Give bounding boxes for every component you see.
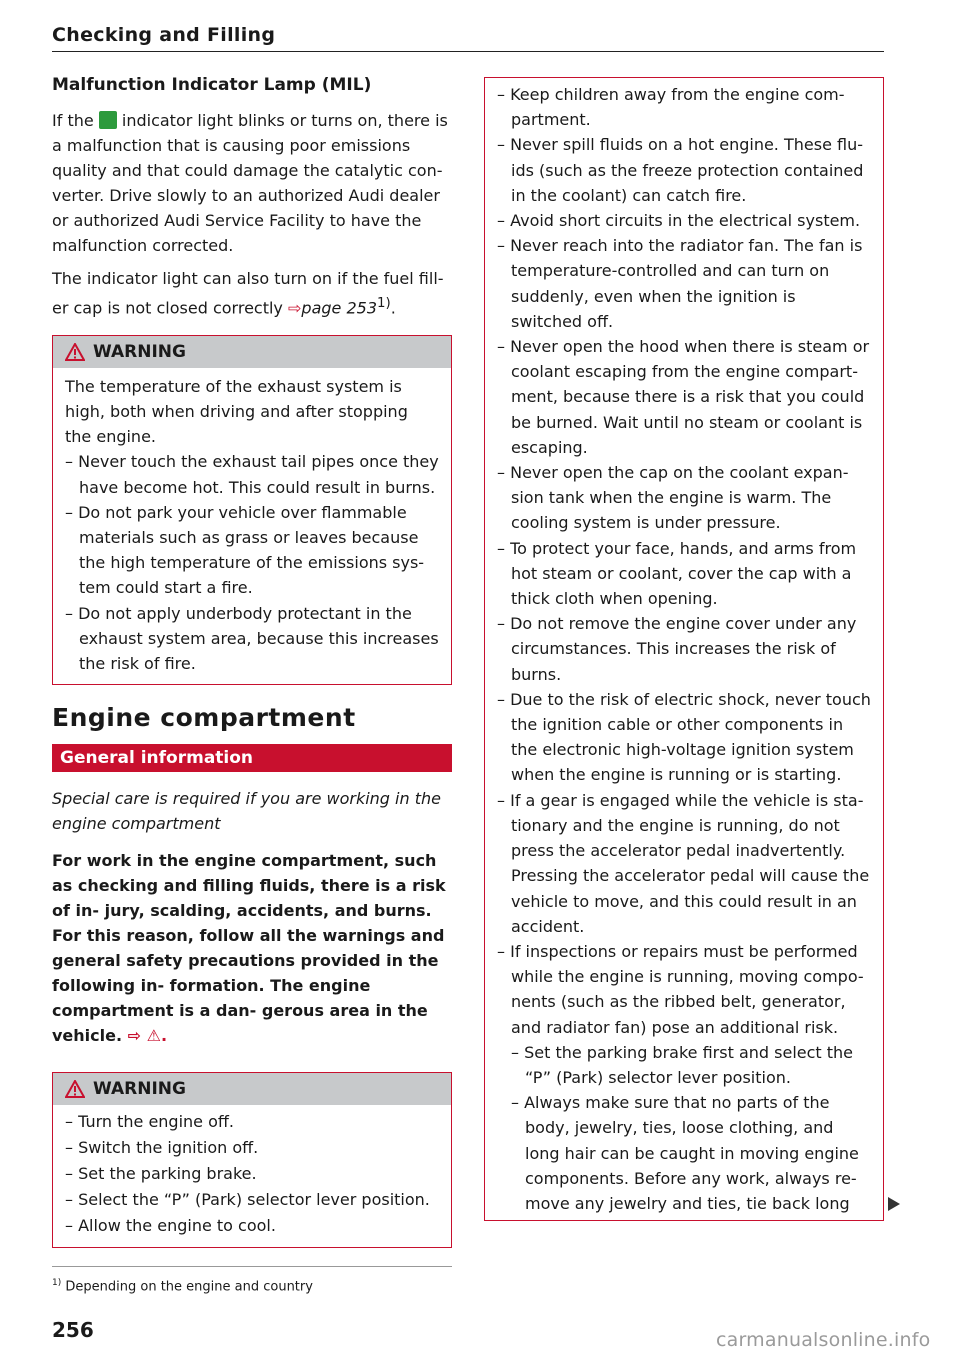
warning-sub-list	[497, 1040, 871, 1216]
list-item: – Select the “P” (Park) selector lever position.	[65, 1187, 439, 1213]
footnote-ref[interactable]: 1)	[377, 296, 391, 311]
page-number: 256	[52, 1318, 94, 1342]
list-item: – To protect your face, hands, and arms from hot steam or coolant, cover the cap with a thick cloth when opening.	[497, 536, 871, 612]
list-item: – Never spill fluids on a hot engine. These flu- ids (such as the freeze protection contained in the coolant) can catch fire.	[497, 132, 871, 208]
mil-heading: Malfunction Indicator Lamp (MIL)	[52, 75, 372, 95]
continued-arrow-icon	[888, 1197, 900, 1211]
list-item: – Always make sure that no parts of the body, jewelry, ties, loose clothing, and long hair can be caught in moving engine components. Before any work, always re- move any jewelry and ties, tie back long	[511, 1090, 871, 1216]
warning-reference-link[interactable]: ⇨ ⚠.	[127, 1026, 168, 1046]
warning-continued-box	[484, 77, 884, 1221]
subsection-title-general-information: General information	[52, 744, 452, 772]
warning-label: WARNING	[93, 1079, 186, 1100]
warning-list	[65, 1109, 439, 1239]
page-reference-link[interactable]: page 253	[301, 298, 377, 318]
warning-list	[65, 449, 439, 676]
list-item: – Never touch the exhaust tail pipes once they have become hot. This could result in burns.	[65, 449, 439, 499]
footnote	[52, 1278, 313, 1294]
footnote-mark: 1)	[52, 1278, 62, 1288]
warning-list-continued	[497, 82, 871, 1040]
header-rule	[52, 51, 884, 52]
right-column	[484, 77, 884, 1221]
list-item: – Do not apply underbody protectant in the exhaust system area, because this increases the risk of fire.	[65, 601, 439, 677]
list-item: – If inspections or repairs must be performed while the engine is running, moving compo- nents (such as the ribbed belt, generator, and radiator fan) pose an additional risk.	[497, 939, 871, 1040]
list-item: – Due to the risk of electric shock, never touch the ignition cable or other components in the electronic high-voltage ignition system when the engine is running or is starting.	[497, 687, 871, 788]
list-item: – Allow the engine to cool.	[65, 1213, 439, 1239]
warning-intro: The temperature of the exhaust system is high, both when driving and after stopping the engine.	[65, 377, 408, 447]
footnote-rule	[52, 1266, 452, 1267]
warning-triangle-icon	[65, 343, 85, 361]
warning-header	[53, 336, 451, 368]
xref-arrow-icon: ⇨	[288, 298, 302, 318]
list-item: – Avoid short circuits in the electrical system.	[497, 208, 871, 233]
list-item: – If a gear is engaged while the vehicle is sta- tionary and the engine is running, do not press the accelerator pedal inadvertently. Pressing the accelerator pedal will cause the vehicle to move, and this could result in an accident.	[497, 788, 871, 939]
warning-body	[53, 368, 451, 676]
mil-paragraph-1: If the indicator light blinks or turns on, there is a malfunction that is causing poor emissions quality and that could damage the catalytic con- verter. Drive slowly to an authorized Audi dealer or authorized Audi Service Facility to have the malfunction corrected.	[52, 111, 448, 255]
list-item: – Switch the ignition off.	[65, 1135, 439, 1161]
list-item: – Never reach into the radiator fan. The fan is temperature-controlled and can turn on suddenly, even when the ignition is switched off.	[497, 233, 871, 334]
warning-triangle-icon	[65, 1080, 85, 1098]
section-intro: Special care is required if you are working in the engine compartment	[52, 789, 441, 834]
mil-paragraph-2: The indicator light can also turn on if the fuel fill- er cap is not closed correctly ⇨page 253$^{1)}$.	[52, 269, 444, 318]
warning-label: WARNING	[93, 342, 186, 363]
list-item: – Never open the hood when there is steam or coolant escaping from the engine compart- ment, because there is a risk that you could be burned. Wait until no steam or coolant is escaping.	[497, 334, 871, 460]
section-title-engine-compartment: Engine compartment	[52, 703, 356, 733]
list-item: – Do not park your vehicle over flammable materials such as grass or leaves because the high temperature of the emissions sys- tem could start a fire.	[65, 500, 439, 601]
warning-box-engine	[52, 1072, 452, 1248]
check-engine-icon	[99, 111, 117, 129]
list-item: – Keep children away from the engine com- partment.	[497, 82, 871, 132]
safety-paragraph: For work in the engine compartment, such as checking and filling fluids, there is a risk of in- jury, scalding, accidents, and burns. For this reason, follow all the warnings and general safety precautions provided in the following in- formation. The engine compartment is a dan- gerous area in the vehicle. ⇨ ⚠.	[52, 851, 446, 1046]
list-item: – Do not remove the engine cover under any circumstances. This increases the risk of burns.	[497, 611, 871, 687]
list-item: – Set the parking brake first and select the “P” (Park) selector lever position.	[511, 1040, 871, 1090]
list-item: – Set the parking brake.	[65, 1161, 439, 1187]
list-item: – Never open the cap on the coolant expan- sion tank when the engine is warm. The cooling system is under pressure.	[497, 460, 871, 536]
page-header-title: Checking and Filling	[52, 24, 276, 46]
watermark: carmanualsonline.info	[716, 1329, 931, 1351]
left-column	[52, 72, 452, 1248]
footnote-text: Depending on the engine and country	[65, 1279, 313, 1295]
warning-header	[53, 1073, 451, 1105]
warning-body	[53, 1105, 451, 1239]
warning-box-exhaust	[52, 335, 452, 685]
list-item: – Turn the engine off.	[65, 1109, 439, 1135]
